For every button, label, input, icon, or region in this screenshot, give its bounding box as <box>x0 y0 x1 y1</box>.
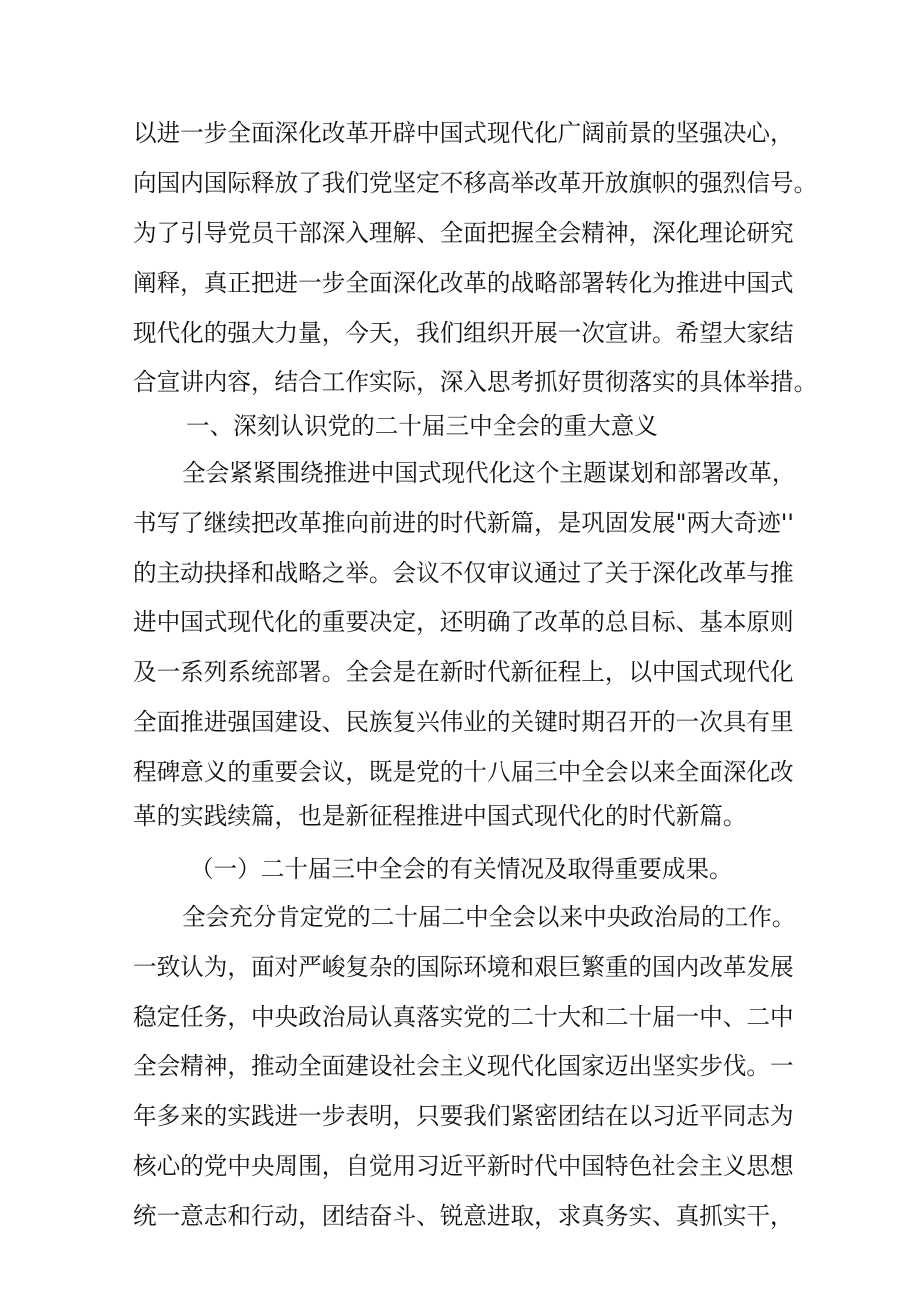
paragraph-line: 书写了继续把改革推向前进的时代新篇，是巩固发展"两大奇迹'' <box>133 509 794 537</box>
paragraph-line: 全会紧紧围绕推进中国式现代化这个主题谋划和部署改革， <box>182 459 796 487</box>
paragraph-line: 全会精神，推动全面建设社会主义现代化国家迈出坚实步伐。一 <box>133 1052 794 1080</box>
paragraph-line: 的主动抉择和战略之举。会议不仅审议通过了关于深化改革与推 <box>133 559 794 587</box>
paragraph-line: 全面推进强国建设、民族复兴伟业的关键时期召开的一次具有里 <box>133 708 794 736</box>
paragraph-line: 统一意志和行动，团结奋斗、锐意进取，求真务实、真抓实干， <box>133 1202 794 1230</box>
section-heading: 一、深刻认识党的二十届三中全会的重大意义 <box>186 412 658 440</box>
paragraph-line: 稳定任务，中央政治局认真落实党的二十大和二十届一中、二中 <box>133 1003 794 1031</box>
subsection-heading: （一）二十届三中全会的有关情况及取得重要成果。 <box>190 855 733 883</box>
paragraph-line: 年多来的实践进一步表明，只要我们紧密团结在以习近平同志为 <box>133 1102 794 1130</box>
paragraph-line: 核心的党中央周围，自觉用习近平新时代中国特色社会主义思想 <box>133 1152 794 1180</box>
paragraph-line: 以进一步全面深化改革开辟中国式现代化广阔前景的坚强决心， <box>133 119 794 147</box>
paragraph-line: 程碑意义的重要会议，既是党的十八届三中全会以来全面深化改 <box>133 758 794 786</box>
paragraph-line: 一致认为，面对严峻复杂的国际环境和艰巨繁重的国内改革发展 <box>133 953 794 981</box>
paragraph-line: 现代化的强大力量，今天，我们组织开展一次宣讲。希望大家结 <box>133 319 794 347</box>
paragraph-line: 为了引导党员干部深入理解、全面把握全会精神，深化理论研究 <box>133 219 794 247</box>
paragraph-line: 阐释，真正把进一步全面深化改革的战略部署转化为推进中国式 <box>133 269 794 297</box>
paragraph-line: 向国内国际释放了我们党坚定不移高举改革开放旗帜的强烈信号。 <box>133 169 818 197</box>
paragraph-line: 及一系列系统部署。全会是在新时代新征程上，以中国式现代化 <box>133 658 794 686</box>
paragraph-line: 进中国式现代化的重要决定，还明确了改革的总目标、基本原则 <box>133 608 794 636</box>
paragraph-line: 革的实践续篇，也是新征程推进中国式现代化的时代新篇。 <box>133 802 747 830</box>
paragraph-line: 全会充分肯定党的二十届二中全会以来中央政治局的工作。 <box>182 903 796 931</box>
paragraph-line: 合宣讲内容，结合工作实际，深入思考抓好贯彻落实的具体举措。 <box>133 368 818 396</box>
